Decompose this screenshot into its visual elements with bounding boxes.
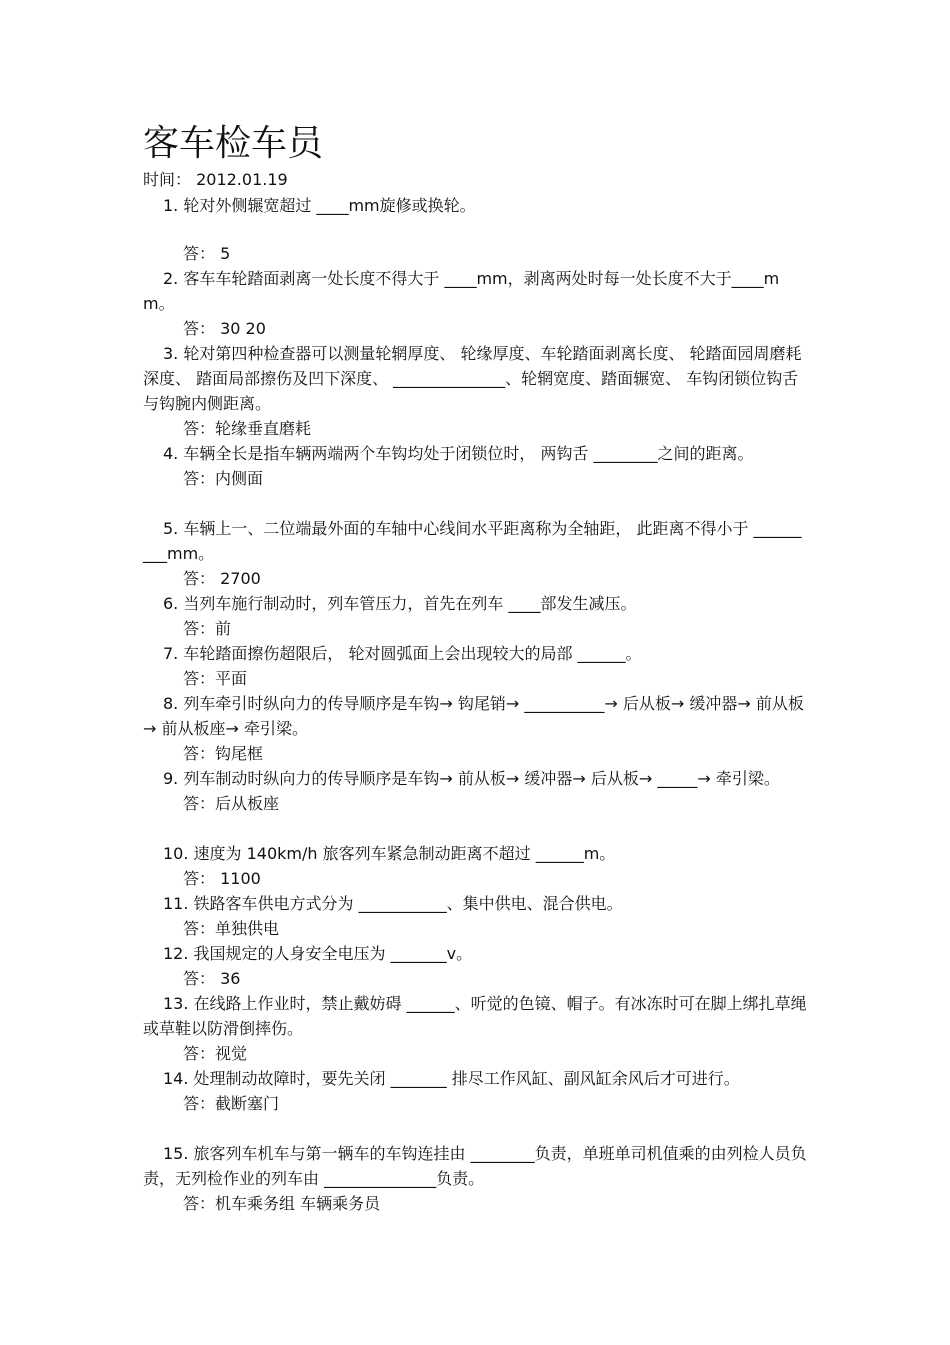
question-text: 9. 列车制动时纵向力的传导顺序是车钩→ 前从板→ 缓冲器→ 后从板→ _____→ 牵引梁。: [163, 769, 780, 788]
answer-text: 答： 36: [183, 969, 241, 988]
question-text: 10. 速度为 140km/h 旅客列车紧急制动距离不超过 ______m。: [163, 844, 616, 863]
answer-text: 答：视觉: [183, 1044, 248, 1063]
answer-text: 答：轮缘垂直磨耗: [183, 419, 312, 438]
answer-text: 答：前: [183, 619, 232, 638]
question-item: [143, 266, 808, 341]
document-title: 客车检车员: [143, 123, 324, 164]
question-text: 14. 处理制动故障时，要先关闭 _______ 排尽工作风缸、副风缸余风后才可进行。: [163, 1069, 740, 1088]
question-text: 12. 我国规定的人身安全电压为 _______v。: [163, 944, 473, 963]
question-item: [143, 766, 808, 816]
question-item: [143, 516, 808, 591]
question-text: 5. 车辆上一、二位端最外面的车轴中心线间水平距离称为全轴距， 此距离不得小于 _________mm。: [143, 519, 802, 563]
answer-text: 答：机车乘务组 车辆乘务员: [183, 1194, 381, 1213]
question-item: [143, 193, 808, 266]
question-text: 3. 轮对第四种检查器可以测量轮辋厚度、 轮缘厚度、车轮踏面剥离长度、 轮踏面园周磨耗深度、 踏面局部擦伤及凹下深度、 ______________、轮辋宽度、踏面辗宽、 车钩闭锁位钩舌与钩腕内侧距离。: [143, 344, 802, 413]
answer-text: 答： 2700: [183, 569, 261, 588]
question-text: 4. 车辆全长是指车辆两端两个车钩均处于闭锁位时， 两钩舌 ________之间的距离。: [163, 444, 754, 463]
question-item: [143, 1141, 808, 1216]
question-item: [143, 841, 808, 891]
question-item: [143, 1066, 808, 1116]
answer-text: 答： 30 20: [183, 319, 266, 338]
document-date: 时间： 2012.01.19: [143, 170, 288, 189]
question-text: 8. 列车牵引时纵向力的传导顺序是车钩→ 钩尾销→ __________→ 后从板→ 缓冲器→ 前从板→ 前从板座→ 牵引梁。: [143, 694, 804, 738]
question-text: 7. 车轮踏面擦伤超限后， 轮对圆弧面上会出现较大的局部 ______。: [163, 644, 642, 663]
question-text: 13. 在线路上作业时，禁止戴妨碍 ______、听觉的色镜、帽子。有冰冻时可在脚上绑扎草绳或草鞋以防滑倒摔伤。: [143, 994, 807, 1038]
answer-text: 答：内侧面: [183, 469, 264, 488]
question-item: [143, 641, 808, 691]
question-item: [143, 991, 808, 1066]
question-text: 11. 铁路客车供电方式分为 ___________、集中供电、混合供电。: [163, 894, 623, 913]
answer-text: 答：后从板座: [183, 794, 280, 813]
answer-text: 答：单独供电: [183, 919, 280, 938]
question-item: [143, 341, 808, 441]
answer-text: 答：截断塞门: [183, 1094, 280, 1113]
answer-text: 答：平面: [183, 669, 248, 688]
question-text: 6. 当列车施行制动时，列车管压力，首先在列车 ____部发生减压。: [163, 594, 637, 613]
answer-text: 答： 1100: [183, 869, 261, 888]
question-text: 15. 旅客列车机车与第一辆车的车钩连挂由 ________负责，单班单司机值乘的由列检人员负责，无列检作业的列车由 ______________负责。: [143, 1144, 807, 1188]
answer-text: 答：钩尾框: [183, 744, 264, 763]
question-item: [143, 891, 808, 941]
question-item: [143, 691, 808, 766]
question-item: [143, 591, 808, 641]
answer-text: 答： 5: [183, 244, 231, 263]
question-item: [143, 441, 808, 491]
question-text: 1. 轮对外侧辗宽超过 ____mm旋修或换轮。: [163, 196, 476, 215]
question-text: 2. 客车车轮踏面剥离一处长度不得大于 ____mm，剥离两处时每一处长度不大于____mm。: [143, 269, 780, 313]
question-item: [143, 941, 808, 991]
